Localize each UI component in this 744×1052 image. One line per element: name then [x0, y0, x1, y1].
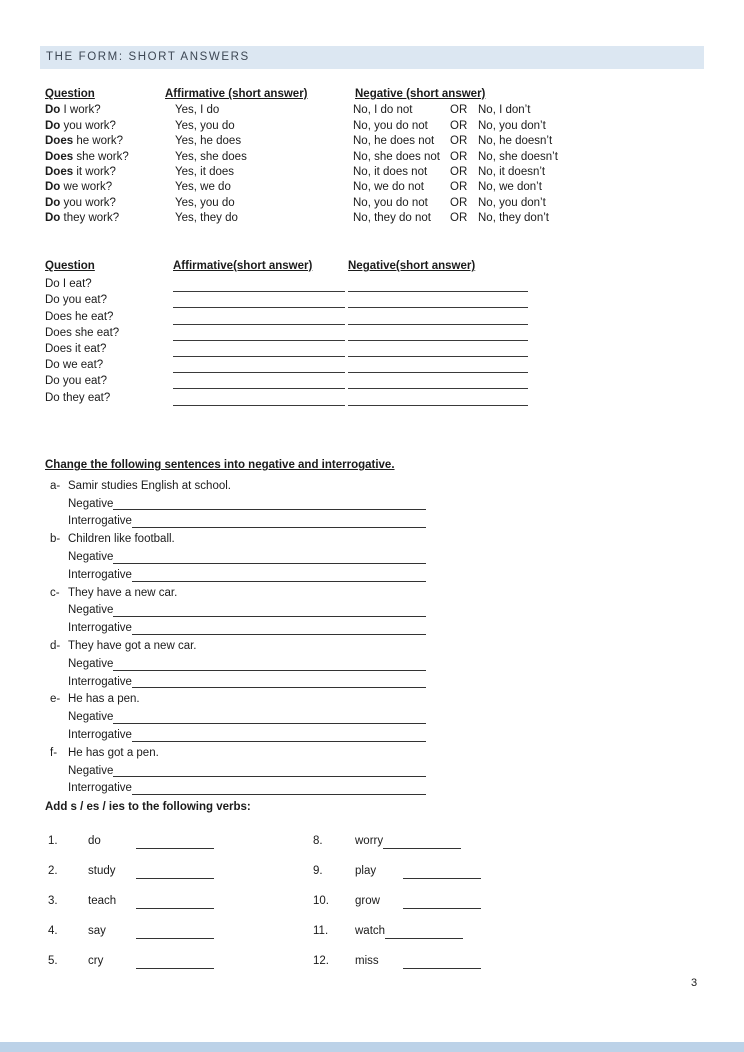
item-sentence: Samir studies English at school.	[68, 479, 231, 492]
question-cell: Do we work?	[45, 181, 113, 194]
answer-blank	[348, 312, 528, 325]
affirmative-cell: Yes, it does	[175, 166, 235, 179]
affirmative-cell: Yes, I do	[175, 104, 220, 117]
or-label: OR	[450, 181, 468, 194]
item-number: 10.	[313, 895, 329, 907]
answer-blank	[173, 393, 345, 406]
answer-blank	[136, 867, 214, 879]
answer-blank	[173, 312, 345, 325]
item-letter: f-	[50, 746, 58, 759]
affirmative-cell: Yes, they do	[175, 212, 238, 225]
interrogative-label: Interrogative	[68, 728, 132, 741]
title-band	[40, 46, 704, 69]
item-number: 3.	[48, 895, 58, 907]
question-cell: Does he work?	[45, 135, 123, 148]
practice-rows	[45, 276, 700, 406]
contraction-cell: No, she doesn’t	[478, 150, 558, 163]
verb-row	[313, 886, 578, 916]
contraction-cell: No, he doesn’t	[478, 135, 553, 148]
negative-label: Negative	[68, 711, 114, 724]
verb-word: worry	[355, 835, 384, 847]
verb-word: study	[88, 865, 116, 877]
question-cell: Does she work?	[45, 150, 129, 163]
negative-cell: No, he does not	[353, 135, 435, 148]
answer-blank	[113, 549, 426, 564]
item-number: 12.	[313, 955, 329, 967]
answer-blank	[383, 837, 461, 849]
negative-label: Negative	[68, 657, 114, 670]
table-row	[45, 373, 700, 389]
verb-row	[48, 886, 313, 916]
table-row	[45, 134, 700, 149]
answer-blank	[348, 344, 528, 357]
exercise-item	[45, 585, 465, 638]
question-cell: Do they work?	[45, 212, 120, 225]
answer-blank	[348, 279, 528, 292]
exercise-item	[45, 691, 465, 744]
verb-list-right-column	[313, 826, 578, 976]
answer-blank	[173, 328, 345, 341]
answer-blank	[132, 513, 426, 528]
interrogative-label: Interrogative	[68, 515, 132, 528]
exercise-items	[45, 478, 465, 798]
verb-row	[48, 946, 313, 976]
question-cell: Do you work?	[45, 119, 116, 132]
answer-blank	[403, 957, 481, 969]
short-answers-example-table	[45, 87, 700, 227]
table-row	[45, 357, 700, 373]
negative-label: Negative	[68, 764, 114, 777]
question-cell: Do they eat?	[45, 391, 111, 404]
question-cell: Does he eat?	[45, 310, 114, 323]
contraction-cell: No, they don’t	[478, 212, 549, 225]
exercise-item	[45, 745, 465, 798]
answer-blank	[113, 709, 426, 724]
affirmative-cell: Yes, he does	[175, 135, 242, 148]
negative-cell: No, I do not	[353, 104, 413, 117]
answer-blank	[136, 927, 214, 939]
item-number: 5.	[48, 955, 58, 967]
verb-word: grow	[355, 895, 380, 907]
answer-blank	[348, 393, 528, 406]
table-row	[45, 276, 700, 292]
table-header-row	[45, 258, 700, 274]
or-label: OR	[450, 135, 468, 148]
interrogative-label: Interrogative	[68, 568, 132, 581]
answer-blank	[136, 957, 214, 969]
answer-blank	[136, 897, 214, 909]
negative-label: Negative	[68, 550, 114, 563]
question-cell: Do we eat?	[45, 359, 104, 372]
or-label: OR	[450, 104, 468, 117]
verb-list-left-column	[48, 826, 313, 976]
answer-blank	[348, 328, 528, 341]
answer-blank	[132, 567, 426, 582]
contraction-cell: No, it doesn’t	[478, 166, 546, 179]
item-number: 9.	[313, 865, 323, 877]
item-letter: d-	[50, 639, 61, 652]
verb-row	[48, 826, 313, 856]
verb-row	[313, 826, 578, 856]
item-number: 8.	[313, 835, 323, 847]
short-answers-rows	[45, 103, 700, 226]
practice-table	[45, 258, 700, 406]
item-sentence: He has got a pen.	[68, 746, 159, 759]
item-letter: c-	[50, 586, 60, 599]
question-cell: Does it eat?	[45, 342, 107, 355]
answer-blank	[173, 344, 345, 357]
answer-blank	[132, 727, 426, 742]
answer-blank	[113, 496, 426, 511]
answer-blank	[132, 620, 426, 635]
transform-exercise	[45, 457, 465, 798]
answer-blank	[403, 867, 481, 879]
affirmative-cell: Yes, you do	[175, 119, 235, 132]
exercise-item	[45, 531, 465, 584]
verbs-exercise-title: Add s / es / ies to the following verbs:	[45, 801, 251, 813]
contraction-cell: No, we don’t	[478, 181, 542, 194]
interrogative-label: Interrogative	[68, 622, 132, 635]
question-cell: Do you work?	[45, 196, 116, 209]
column-header-negative: Negative(short answer)	[348, 260, 476, 272]
negative-cell: No, she does not	[353, 150, 440, 163]
table-row	[45, 103, 700, 118]
column-header-question: Question	[45, 88, 95, 100]
item-letter: e-	[50, 693, 61, 706]
answer-blank	[348, 376, 528, 389]
table-row	[45, 292, 700, 308]
item-letter: a-	[50, 479, 61, 492]
verb-row	[313, 916, 578, 946]
or-label: OR	[450, 212, 468, 225]
table-row	[45, 211, 700, 226]
answer-blank	[113, 602, 426, 617]
item-number: 1.	[48, 835, 58, 847]
verb-word: do	[88, 835, 101, 847]
or-label: OR	[450, 166, 468, 179]
answer-blank	[113, 656, 426, 671]
answer-blank	[132, 780, 426, 795]
table-row	[45, 390, 700, 406]
verb-row	[48, 856, 313, 886]
item-number: 4.	[48, 925, 58, 937]
question-cell: Do you eat?	[45, 294, 108, 307]
question-cell: Does she eat?	[45, 326, 120, 339]
verb-row	[313, 946, 578, 976]
exercise-item	[45, 478, 465, 531]
table-row	[45, 341, 700, 357]
or-label: OR	[450, 119, 468, 132]
column-header-question: Question	[45, 260, 95, 272]
page-title: THE FORM: SHORT ANSWERS	[46, 51, 250, 63]
negative-cell: No, you do not	[353, 196, 428, 209]
contraction-cell: No, I don’t	[478, 104, 531, 117]
answer-blank	[173, 295, 345, 308]
table-row	[45, 196, 700, 211]
answer-blank	[173, 376, 345, 389]
contraction-cell: No, you don’t	[478, 196, 546, 209]
table-row	[45, 309, 700, 325]
column-header-negative: Negative (short answer)	[355, 88, 486, 100]
verb-word: play	[355, 865, 377, 877]
table-row	[45, 150, 700, 165]
interrogative-label: Interrogative	[68, 782, 132, 795]
verb-row	[48, 916, 313, 946]
answer-blank	[403, 897, 481, 909]
answer-blank	[348, 360, 528, 373]
verb-word: miss	[355, 955, 379, 967]
question-cell: Does it work?	[45, 166, 116, 179]
or-label: OR	[450, 196, 468, 209]
question-cell: Do I eat?	[45, 278, 92, 291]
answer-blank	[173, 279, 345, 292]
affirmative-cell: Yes, she does	[175, 150, 247, 163]
answer-blank	[113, 763, 426, 778]
item-letter: b-	[50, 533, 61, 546]
column-header-affirmative: Affirmative(short answer)	[173, 260, 313, 272]
answer-blank	[173, 360, 345, 373]
table-row	[45, 165, 700, 180]
table-row	[45, 119, 700, 134]
item-sentence: They have got a new car.	[68, 639, 197, 652]
table-row	[45, 325, 700, 341]
answer-blank	[348, 295, 528, 308]
exercise-item	[45, 638, 465, 691]
negative-cell: No, you do not	[353, 119, 428, 132]
or-label: OR	[450, 150, 468, 163]
negative-cell: No, it does not	[353, 166, 428, 179]
contraction-cell: No, you don’t	[478, 119, 546, 132]
question-cell: Do I work?	[45, 104, 101, 117]
footer-band	[0, 1042, 744, 1052]
table-header-row	[45, 87, 700, 102]
page-number: 3	[691, 977, 698, 989]
column-header-affirmative: Affirmative (short answer)	[165, 88, 308, 100]
verb-row	[313, 856, 578, 886]
question-cell: Do you eat?	[45, 375, 108, 388]
interrogative-label: Interrogative	[68, 675, 132, 688]
answer-blank	[136, 837, 214, 849]
verb-word: teach	[88, 895, 117, 907]
negative-cell: No, we do not	[353, 181, 424, 194]
item-sentence: They have a new car.	[68, 586, 178, 599]
item-sentence: He has a pen.	[68, 693, 140, 706]
negative-cell: No, they do not	[353, 212, 431, 225]
negative-label: Negative	[68, 604, 114, 617]
item-sentence: Children like football.	[68, 533, 175, 546]
verb-word: say	[88, 925, 106, 937]
negative-label: Negative	[68, 497, 114, 510]
answer-blank	[132, 674, 426, 689]
verb-word: watch	[355, 925, 386, 937]
exercise-title: Change the following sentences into negative and interrogative.	[45, 459, 395, 471]
answer-blank	[385, 927, 463, 939]
affirmative-cell: Yes, we do	[175, 181, 231, 194]
item-number: 2.	[48, 865, 58, 877]
item-number: 11.	[313, 925, 329, 937]
table-row	[45, 180, 700, 195]
affirmative-cell: Yes, you do	[175, 196, 235, 209]
verb-list	[48, 826, 688, 976]
verb-word: cry	[88, 955, 104, 967]
